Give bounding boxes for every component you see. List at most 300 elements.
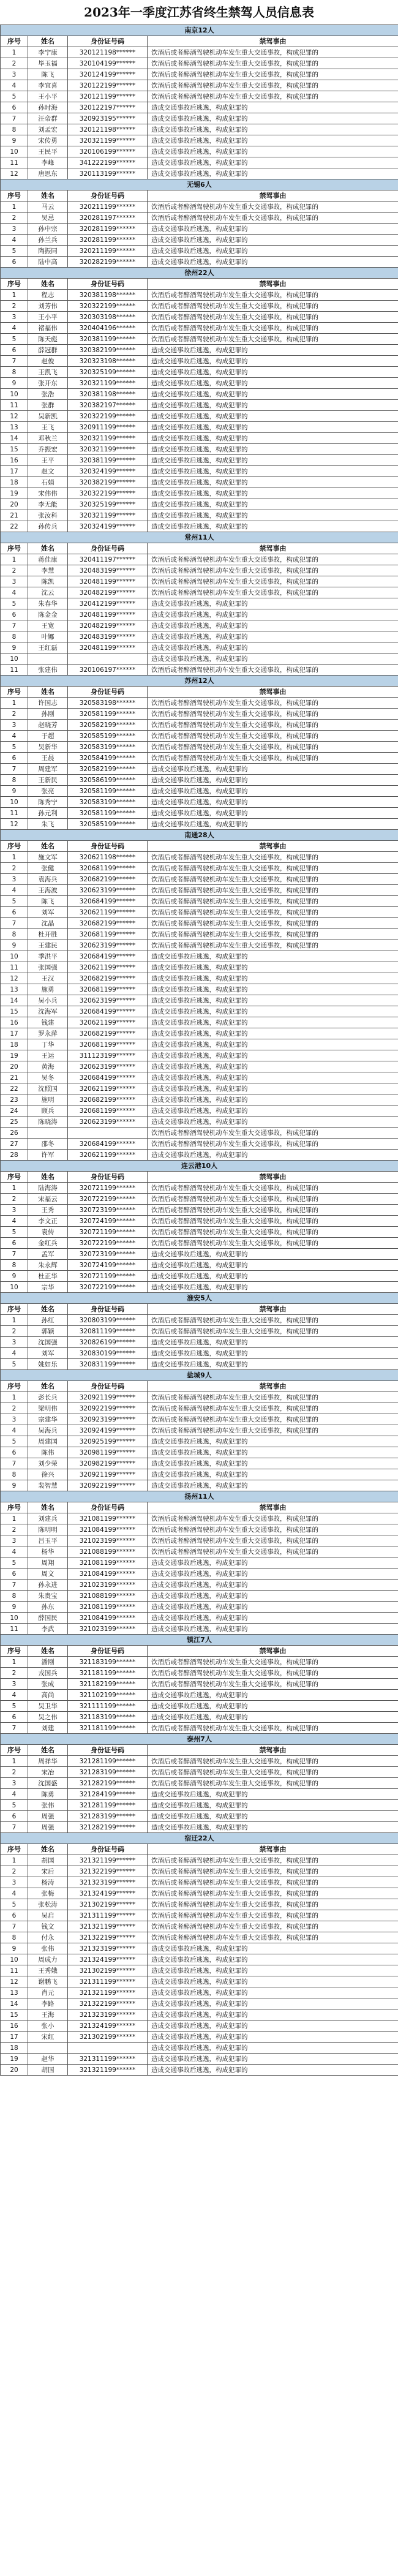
row-id: 320282199******: [68, 257, 148, 268]
row-seq: 1: [1, 1855, 28, 1866]
row-reason: 饮酒后或者醉酒驾驶机动车发生重大交通事故，构成犯罪的: [148, 213, 398, 224]
row-name: 孙红: [28, 1315, 68, 1326]
banned-drivers-table: [0, 24, 398, 2076]
row-id: 321183199******: [68, 1712, 148, 1723]
table-row: [1, 1392, 398, 1403]
row-reason: 造成交通事故后逃逸，构成犯罪的: [148, 411, 398, 422]
table-row: [1, 290, 398, 301]
row-name: 施文军: [28, 852, 68, 863]
row-seq: 18: [1, 477, 28, 488]
city-section-header: [1, 268, 398, 279]
row-seq: 22: [1, 1083, 28, 1094]
row-seq: 11: [1, 1624, 28, 1635]
row-seq: 16: [1, 2021, 28, 2032]
row-id: 321322199******: [68, 1998, 148, 2009]
row-seq: 3: [1, 1414, 28, 1425]
row-reason: 造成交通事故后逃逸，构成犯罪的: [148, 1712, 398, 1723]
row-reason: 饮酒后或者醉酒驾驶机动车发生重大交通事故，构成犯罪的: [148, 1513, 398, 1524]
row-name: 孙兰兵: [28, 235, 68, 246]
row-seq: 5: [1, 598, 28, 609]
row-seq: 4: [1, 885, 28, 896]
row-seq: 8: [1, 631, 28, 642]
row-name: 宋福云: [28, 1194, 68, 1205]
table-row: [1, 1326, 398, 1337]
row-seq: 19: [1, 2054, 28, 2065]
row-seq: 3: [1, 1679, 28, 1690]
row-id: 311123199******: [68, 1050, 148, 1061]
row-seq: 8: [1, 1591, 28, 1602]
row-reason: 饮酒后或者醉酒驾驶机动车发生重大交通事故，构成犯罪的: [148, 1535, 398, 1546]
row-reason: 饮酒后或者醉酒驾驶机动车发生重大交通事故，构成犯罪的: [148, 323, 398, 334]
row-seq: 6: [1, 1569, 28, 1580]
row-id: 320623199******: [68, 1061, 148, 1072]
row-reason: 造成交通事故后逃逸，构成犯罪的: [148, 400, 398, 411]
row-reason: 造成交通事故后逃逸，构成犯罪的: [148, 102, 398, 113]
row-seq: 8: [1, 775, 28, 786]
row-reason: 饮酒后或者醉酒驾驶机动车发生重大交通事故，构成犯罪的: [148, 1403, 398, 1414]
table-row: [1, 168, 398, 179]
row-seq: 7: [1, 113, 28, 124]
row-reason: 造成交通事故后逃逸，构成犯罪的: [148, 168, 398, 179]
row-name: 周文: [28, 1569, 68, 1580]
row-id: 320621199******: [68, 1083, 148, 1094]
table-row: [1, 1337, 398, 1348]
row-name: 刘建: [28, 1723, 68, 1734]
row-id: 320925199******: [68, 1436, 148, 1447]
table-row: [1, 631, 398, 642]
table-row: [1, 863, 398, 874]
row-name: 吴新凯: [28, 411, 68, 422]
row-name: 陈凯: [28, 576, 68, 587]
row-name: 宋伟伟: [28, 488, 68, 499]
row-reason: 造成交通事故后逃逸，构成犯罪的: [148, 995, 398, 1006]
row-seq: 7: [1, 764, 28, 775]
row-reason: 饮酒后或者醉酒驾驶机动车发生重大交通事故，构成犯罪的: [148, 720, 398, 731]
row-seq: 11: [1, 400, 28, 411]
city-section-header: [1, 1293, 398, 1304]
row-name: 孙中宗: [28, 224, 68, 235]
row-seq: 7: [1, 1822, 28, 1833]
row-seq: 7: [1, 1580, 28, 1591]
column-header-row: [1, 1646, 398, 1657]
row-seq: 13: [1, 1987, 28, 1998]
row-id: 320803199******: [68, 1315, 148, 1326]
row-name: 李峰: [28, 157, 68, 168]
table-row: [1, 1569, 398, 1580]
row-id: 320211199******: [68, 246, 148, 257]
row-reason: 造成交通事故后逃逸，构成犯罪的: [148, 642, 398, 653]
row-id: 320583199******: [68, 797, 148, 808]
row-reason: 造成交通事故后逃逸，构成犯罪的: [148, 1591, 398, 1602]
row-seq: 6: [1, 1447, 28, 1458]
row-name: [28, 1128, 68, 1139]
row-seq: 5: [1, 1899, 28, 1910]
row-seq: 5: [1, 742, 28, 753]
row-seq: 6: [1, 907, 28, 918]
row-reason: 造成交通事故后逃逸，构成犯罪的: [148, 620, 398, 631]
row-id: 320583199******: [68, 742, 148, 753]
row-reason: 造成交通事故后逃逸，构成犯罪的: [148, 1348, 398, 1359]
table-row: [1, 157, 398, 168]
row-id: 320584199******: [68, 753, 148, 764]
row-name: 程志: [28, 290, 68, 301]
row-seq: 4: [1, 235, 28, 246]
row-seq: 5: [1, 896, 28, 907]
row-id: 320122199******: [68, 80, 148, 91]
city-name: 南通28人: [1, 830, 398, 841]
table-row: [1, 598, 398, 609]
row-id: 320826199******: [68, 1337, 148, 1348]
row-name: 周强: [28, 1811, 68, 1822]
row-id: 320623199******: [68, 995, 148, 1006]
header-id: 身份证号码: [68, 1381, 148, 1392]
row-reason: 造成交通事故后逃逸，构成犯罪的: [148, 1569, 398, 1580]
row-id: 320281199******: [68, 235, 148, 246]
header-seq: 序号: [1, 1502, 28, 1513]
header-id: 身份证号码: [68, 1502, 148, 1513]
row-name: 薛冠群: [28, 345, 68, 356]
city-name: 扬州11人: [1, 1491, 398, 1502]
row-reason: 造成交通事故后逃逸，构成犯罪的: [148, 2054, 398, 2065]
row-name: 刘军: [28, 907, 68, 918]
row-name: 朱永辉: [28, 1260, 68, 1271]
row-id: 320211199******: [68, 201, 148, 213]
table-row: [1, 1061, 398, 1072]
table-row: [1, 213, 398, 224]
row-seq: 21: [1, 1072, 28, 1083]
row-name: 张建伟: [28, 665, 68, 676]
row-name: 胡国: [28, 1855, 68, 1866]
table-row: [1, 1039, 398, 1050]
row-reason: 饮酒后或者醉酒驾驶机动车发生重大交通事故，构成犯罪的: [148, 1315, 398, 1326]
table-row: [1, 389, 398, 400]
table-row: [1, 1866, 398, 1877]
row-seq: 3: [1, 576, 28, 587]
table-row: [1, 1701, 398, 1712]
row-name: 施勇: [28, 984, 68, 995]
document-title: 2023年一季度江苏省终生禁驾人员信息表: [84, 5, 314, 20]
row-seq: 5: [1, 1359, 28, 1370]
row-seq: 9: [1, 1943, 28, 1954]
row-id: [68, 653, 148, 665]
row-id: 320684199******: [68, 1072, 148, 1083]
row-reason: 饮酒后或者醉酒驾驶机动车发生重大交通事故，构成犯罪的: [148, 201, 398, 213]
table-row: [1, 1987, 398, 1998]
table-row: [1, 929, 398, 940]
table-row: [1, 1105, 398, 1117]
row-name: 付永: [28, 1932, 68, 1943]
header-seq: 序号: [1, 687, 28, 698]
row-name: 潘刚: [28, 1657, 68, 1668]
row-seq: 13: [1, 422, 28, 433]
row-seq: 1: [1, 698, 28, 709]
row-id: 320303198******: [68, 312, 148, 323]
row-reason: 饮酒后或者醉酒驾驶机动车发生重大交通事故，构成犯罪的: [148, 918, 398, 929]
row-id: 320325199******: [68, 499, 148, 510]
table-row: [1, 499, 398, 510]
row-seq: 10: [1, 1282, 28, 1293]
row-seq: 10: [1, 146, 28, 157]
row-id: 321111199******: [68, 1701, 148, 1712]
row-reason: 造成交通事故后逃逸，构成犯罪的: [148, 2065, 398, 2076]
row-name: 赵俊: [28, 356, 68, 367]
row-id: 321323199******: [68, 1877, 148, 1888]
row-seq: 9: [1, 1602, 28, 1613]
table-row: [1, 1723, 398, 1734]
row-name: 刘军: [28, 1348, 68, 1359]
row-id: 320911199******: [68, 422, 148, 433]
row-id: 320412199******: [68, 598, 148, 609]
row-id: 320682199******: [68, 973, 148, 984]
table-row: [1, 1690, 398, 1701]
header-seq: 序号: [1, 1172, 28, 1183]
table-row: [1, 1282, 398, 1293]
row-reason: 造成交通事故后逃逸，构成犯罪的: [148, 1701, 398, 1712]
row-id: 320483199******: [68, 631, 148, 642]
row-name: 陈飞: [28, 896, 68, 907]
table-row: [1, 1050, 398, 1061]
row-reason: 造成交通事故后逃逸，构成犯罪的: [148, 113, 398, 124]
row-name: 沈照国: [28, 1083, 68, 1094]
row-name: 李慧: [28, 565, 68, 576]
table-row: [1, 775, 398, 786]
row-id: 320723199******: [68, 1205, 148, 1216]
row-id: 320382199******: [68, 345, 148, 356]
row-id: 320322199******: [68, 411, 148, 422]
table-row: [1, 1910, 398, 1921]
table-row: [1, 58, 398, 69]
row-name: 肖元: [28, 1987, 68, 1998]
row-reason: 造成交通事故后逃逸，构成犯罪的: [148, 1789, 398, 1800]
row-reason: 造成交通事故后逃逸，构成犯罪的: [148, 433, 398, 444]
row-name: 陈金金: [28, 609, 68, 620]
row-seq: 12: [1, 411, 28, 422]
city-name: 徐州22人: [1, 268, 398, 279]
row-seq: 3: [1, 874, 28, 885]
row-id: 320404196******: [68, 323, 148, 334]
row-id: 320981199******: [68, 1447, 148, 1458]
table-row: [1, 1513, 398, 1524]
table-row: [1, 1271, 398, 1282]
row-reason: 饮酒后或者醉酒驾驶机动车发生重大交通事故，构成犯罪的: [148, 69, 398, 80]
row-reason: 造成交通事故后逃逸，构成犯罪的: [148, 1282, 398, 1293]
row-id: 320481199******: [68, 642, 148, 653]
column-header-row: [1, 1381, 398, 1392]
row-name: 孙传兵: [28, 521, 68, 532]
row-seq: 4: [1, 731, 28, 742]
row-name: 张开东: [28, 378, 68, 389]
row-id: 320922199******: [68, 1403, 148, 1414]
row-id: 320621199******: [68, 1150, 148, 1161]
table-row: [1, 587, 398, 598]
row-reason: 造成交通事故后逃逸，构成犯罪的: [148, 1811, 398, 1822]
table-row: [1, 1668, 398, 1679]
row-name: 李路: [28, 1998, 68, 2009]
table-row: [1, 1139, 398, 1150]
row-reason: 饮酒后或者醉酒驾驶机动车发生重大交通事故，构成犯罪的: [148, 1194, 398, 1205]
table-row: [1, 135, 398, 146]
row-id: 321311199******: [68, 1910, 148, 1921]
city-name: 宿迁22人: [1, 1833, 398, 1844]
column-header-row: [1, 1172, 398, 1183]
row-seq: 27: [1, 1139, 28, 1150]
city-section-header: [1, 1734, 398, 1745]
header-name: 姓名: [28, 1172, 68, 1183]
row-name: 陶振同: [28, 246, 68, 257]
row-name: 周建军: [28, 764, 68, 775]
row-reason: 饮酒后或者醉酒驾驶机动车发生重大交通事故，构成犯罪的: [148, 1723, 398, 1734]
row-name: 高尚: [28, 1690, 68, 1701]
row-name: 丁华: [28, 1039, 68, 1050]
row-name: 张浩: [28, 389, 68, 400]
row-id: 320586199******: [68, 775, 148, 786]
table-row: [1, 642, 398, 653]
row-id: 320324199******: [68, 466, 148, 477]
table-row: [1, 797, 398, 808]
row-name: 王海波: [28, 885, 68, 896]
row-name: 张汝科: [28, 510, 68, 521]
row-name: 邓秋兰: [28, 433, 68, 444]
header-id: 身份证号码: [68, 1844, 148, 1855]
row-reason: 造成交通事故后逃逸，构成犯罪的: [148, 1061, 398, 1072]
row-name: 钱建: [28, 1017, 68, 1028]
row-reason: 造成交通事故后逃逸，构成犯罪的: [148, 1580, 398, 1591]
row-reason: 造成交通事故后逃逸，构成犯罪的: [148, 973, 398, 984]
row-id: 321281199******: [68, 1800, 148, 1811]
table-row: [1, 356, 398, 367]
row-reason: 饮酒后或者醉酒驾驶机动车发生重大交通事故，构成犯罪的: [148, 1888, 398, 1899]
header-seq: 序号: [1, 1745, 28, 1756]
row-name: 刘芳伟: [28, 301, 68, 312]
table-row: [1, 1414, 398, 1425]
table-row: [1, 984, 398, 995]
row-name: 吴冬: [28, 1072, 68, 1083]
column-header-row: [1, 841, 398, 852]
table-row: [1, 422, 398, 433]
row-reason: 造成交通事故后逃逸，构成犯罪的: [148, 1602, 398, 1613]
row-seq: 9: [1, 135, 28, 146]
row-reason: 造成交通事故后逃逸，构成犯罪的: [148, 2032, 398, 2043]
row-seq: 21: [1, 510, 28, 521]
row-reason: 造成交通事故后逃逸，构成犯罪的: [148, 1987, 398, 1998]
row-reason: 饮酒后或者醉酒驾驶机动车发生重大交通事故，构成犯罪的: [148, 301, 398, 312]
row-reason: 饮酒后或者醉酒驾驶机动车发生重大交通事故，构成犯罪的: [148, 929, 398, 940]
row-name: 沈晶: [28, 918, 68, 929]
table-row: [1, 576, 398, 587]
column-header-row: [1, 687, 398, 698]
row-id: 320681199******: [68, 984, 148, 995]
city-name: 连云港10人: [1, 1161, 398, 1172]
row-reason: 造成交通事故后逃逸，构成犯罪的: [148, 2009, 398, 2021]
table-row: [1, 323, 398, 334]
row-name: 蒋佳康: [28, 554, 68, 565]
row-name: 陈伟: [28, 1447, 68, 1458]
table-row: [1, 1789, 398, 1800]
row-name: 施明: [28, 1094, 68, 1105]
row-reason: 饮酒后或者醉酒驾驶机动车发生重大交通事故，构成犯罪的: [148, 1392, 398, 1403]
header-seq: 序号: [1, 1844, 28, 1855]
row-reason: 造成交通事故后逃逸，构成犯罪的: [148, 1006, 398, 1017]
row-seq: 22: [1, 521, 28, 532]
row-name: 许军: [28, 1150, 68, 1161]
row-name: 李文正: [28, 1216, 68, 1227]
row-name: 王平: [28, 455, 68, 466]
row-reason: 饮酒后或者醉酒驾驶机动车发生重大交通事故，构成犯罪的: [148, 1756, 398, 1767]
header-reason: 禁驾事由: [148, 841, 398, 852]
row-id: 320321199******: [68, 444, 148, 455]
table-row: [1, 951, 398, 962]
table-row: [1, 1403, 398, 1414]
row-name: 朱飞: [28, 819, 68, 830]
row-name: 刘建兵: [28, 1513, 68, 1524]
row-seq: 4: [1, 1888, 28, 1899]
row-id: 321302199******: [68, 1899, 148, 1910]
row-name: 于超: [28, 731, 68, 742]
row-name: 张健: [28, 863, 68, 874]
row-seq: 5: [1, 1557, 28, 1569]
table-row: [1, 1238, 398, 1249]
row-id: 320106197******: [68, 665, 148, 676]
row-seq: 12: [1, 1976, 28, 1987]
column-header-row: [1, 543, 398, 554]
row-name: [28, 2043, 68, 2054]
row-id: 320681199******: [68, 1039, 148, 1050]
row-reason: 造成交通事故后逃逸，构成犯罪的: [148, 1436, 398, 1447]
row-id: 320483199******: [68, 565, 148, 576]
row-name: 谢鹏飞: [28, 1976, 68, 1987]
row-reason: 造成交通事故后逃逸，构成犯罪的: [148, 1260, 398, 1271]
row-name: 宗建华: [28, 1414, 68, 1425]
row-reason: 造成交通事故后逃逸，构成犯罪的: [148, 1943, 398, 1954]
table-row: [1, 940, 398, 951]
city-section-header: [1, 25, 398, 36]
row-id: 320381198******: [68, 389, 148, 400]
row-seq: 2: [1, 1524, 28, 1535]
city-section-header: [1, 1161, 398, 1172]
row-name: 赵华: [28, 2054, 68, 2065]
row-reason: 造成交通事故后逃逸，构成犯罪的: [148, 477, 398, 488]
row-seq: 19: [1, 488, 28, 499]
row-seq: 1: [1, 1183, 28, 1194]
column-header-row: [1, 1745, 398, 1756]
table-row: [1, 411, 398, 422]
row-seq: 2: [1, 1866, 28, 1877]
column-header-row: [1, 279, 398, 290]
row-reason: 饮酒后或者醉酒驾驶机动车发生重大交通事故，构成犯罪的: [148, 1932, 398, 1943]
row-reason: 饮酒后或者醉酒驾驶机动车发生重大交通事故，构成犯罪的: [148, 940, 398, 951]
row-reason: 饮酒后或者醉酒驾驶机动车发生重大交通事故，构成犯罪的: [148, 91, 398, 102]
row-id: 320621199******: [68, 907, 148, 918]
row-name: 朱贵宝: [28, 1591, 68, 1602]
row-seq: 3: [1, 1778, 28, 1789]
row-seq: 1: [1, 47, 28, 58]
table-row: [1, 1006, 398, 1017]
row-reason: 饮酒后或者醉酒驾驶机动车发生重大交通事故，构成犯罪的: [148, 1227, 398, 1238]
row-name: 徐兴: [28, 1469, 68, 1480]
row-name: 汪帝群: [28, 113, 68, 124]
row-id: 320481199******: [68, 609, 148, 620]
row-seq: 2: [1, 1194, 28, 1205]
table-row: [1, 1072, 398, 1083]
row-name: 孙时海: [28, 102, 68, 113]
row-id: 341222199******: [68, 157, 148, 168]
table-row: [1, 400, 398, 411]
row-id: 320121199******: [68, 91, 148, 102]
table-row: [1, 1778, 398, 1789]
table-row: [1, 301, 398, 312]
row-reason: 饮酒后或者醉酒驾驶机动车发生重大交通事故，构成犯罪的: [148, 554, 398, 565]
city-section-header: [1, 532, 398, 543]
